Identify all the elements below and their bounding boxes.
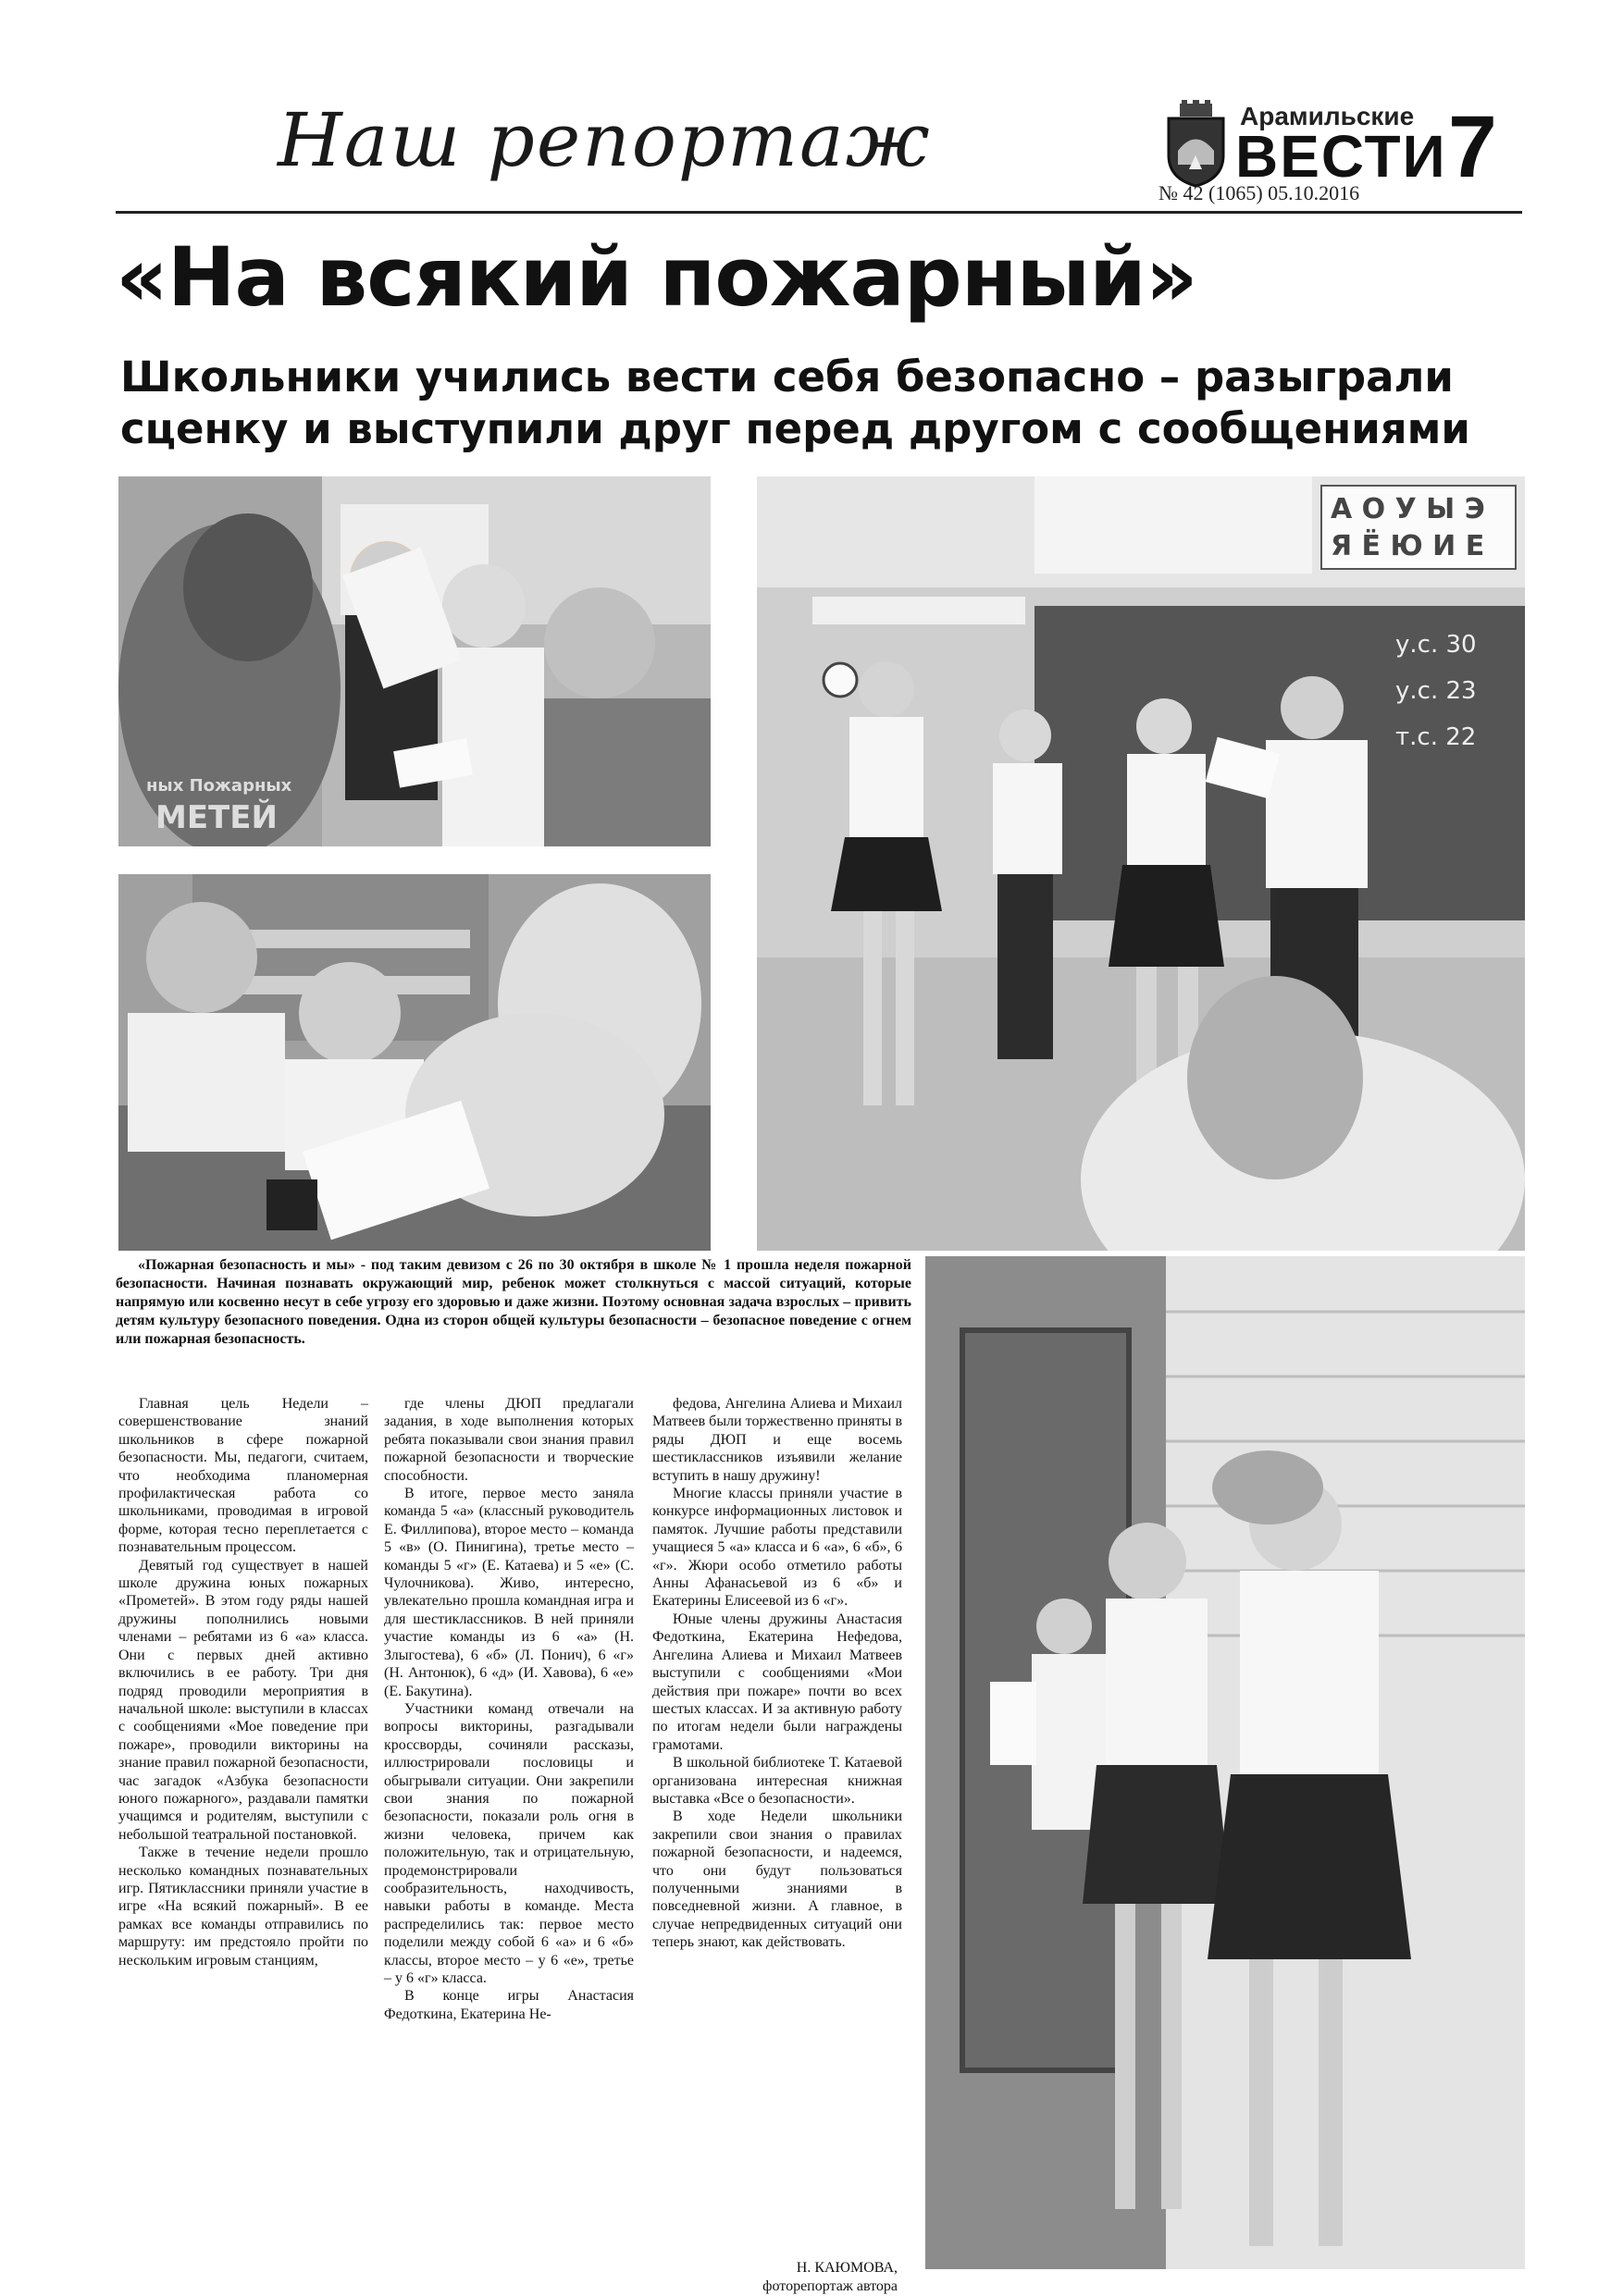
- paragraph: В итоге, первое место заняла команда 5 «а» (классный руководитель Е. Филлипова), второе место – команда 5 «в» (О. Пинигина), третье место – команды 5 «г» (Е. Катаева) и 5 «е» (С. Чулочникова). Живо, интересно, увлекательно прошла командная игра и для шестиклассников. В ней приняли участие команды из 6 «а» (Н. Злыгостева), 6 «б» (Л. Понич), 6 «г» (Н. Антонюк), 6 «д» (И. Хавова), 6 «е» (Е. Бакутина).: [384, 1486, 634, 1699]
- svg-text:у.с. 30: у.с. 30: [1395, 631, 1477, 659]
- paragraph: Также в течение недели прошло несколько командных познавательных игр. Пятиклассники приняли участие в игре «На всякий пожарный». В ее рамках все команды отправились по маршруту: им предстояло пройти по нескольким игровым станциям,: [118, 1845, 368, 1969]
- lead-paragraph: «Пожарная безопасность и мы» - под таким девизом с 26 по 30 октября в школе № 1 прошла неделя пожарной безопасности. Начиная познавать окружающий мир, ребенок может столкнуться с массой ситуаций, которые напрямую или косвенно несут в себе угрозу его здоровью и даже жизни. Поэтому основная задача взрослых – привить детям культуру безопасного поведения. Одна из сторон общей культуры безопасности – безопасное поведение с огнем или пожарная безопасность.: [116, 1257, 911, 1347]
- page-number: 7: [1448, 98, 1497, 196]
- brand-name: ВЕСТИ: [1235, 123, 1447, 190]
- headline: «На всякий пожарный»: [116, 229, 1197, 325]
- header-rule: [116, 211, 1522, 214]
- shirt-text-1: ных Пожарных: [146, 776, 292, 796]
- paragraph: Юные члены дружины Анастасия Федоткина, Екатерина Нефедова, Ангелина Алиева и Михаил Матвеев выступили с сообщениями «Мои действия при пожаре» почти во всех шестых классах. И за активную работу по итогам недели были награждены грамотами.: [652, 1611, 902, 1753]
- author-signature: [666, 2259, 898, 2296]
- paragraph: Многие классы приняли участие в конкурсе информационных листовок и памяток. Лучшие работы представили учащиеся 5 «а» класса и 6 «а», 6 «б», 6 «г». Жюри особо отметило работы Анны Афанасьевой из 6 «б» и Екатерины Елисеевой из 6 «г».: [652, 1486, 902, 1610]
- board-letters-1: А О У Ы Э: [1331, 493, 1485, 525]
- photo-students-poster: [118, 476, 711, 846]
- photo-girls-speaking: [925, 1256, 1525, 2269]
- issue-info: № 42 (1065) 05.10.2016: [1158, 181, 1360, 204]
- paragraph: В школьной библиотеке Т. Катаевой организована интересная книжная выставка «Все о безопасности».: [652, 1755, 902, 1807]
- photo-students-reading: [118, 874, 711, 1251]
- article-column-2: [384, 1395, 634, 2023]
- photo-credit: фоторепортаж автора: [762, 2278, 898, 2294]
- paragraph: Участники команд отвечали на вопросы викторины, разгадывали кроссворды, сочиняли рассказы, иллюстрировали пословицы и обыгрывали ситуации. Они закрепили свои знания по пожарной безопасности, показали роль огня в жизни человека, причем как положительную, так и отрицательную, продемонстрировали сообразительность, находчивость, навыки работы в команде. Места распределились так: первое место поделили между собой 6 «а» и 6 «б» классы, второе место – у 6 «е», третье – у 6 «г» класса.: [384, 1700, 634, 1986]
- photo-students-presenting: [757, 476, 1525, 1251]
- paragraph: Девятый год существует в нашей школе дружина юных пожарных «Прометей». В этом году ряды нашей дружины пополнились новыми членами – ребятами из 6 «а» класса. Они с первых дней активно включились в ее работу. Три дня подряд проводили мероприятия в начальной школе: выступили в классах с сообщениями «Мое поведение при пожаре», проводили викторины на знание правил пожарной безопасности, час загадок «Азбука безопасности юного пожарного», раздавали памятки учащимся и родителям, выступили с небольшой театральной постановкой.: [118, 1557, 368, 1843]
- subheadline: Школьники учились вести себя безопасно – разыграли сценку и выступили друг перед другом с сообщениями: [120, 352, 1470, 453]
- svg-text:у.с. 23: у.с. 23: [1395, 677, 1477, 705]
- shirt-text-2: МЕТЕЙ: [155, 799, 278, 836]
- board-letters-2: Я Ё Ю И Е: [1331, 530, 1485, 562]
- paragraph: где члены ДЮП предлагали задания, в ходе выполнения которых ребята показывали свои знания правил пожарной безопасности и творческие способности.: [384, 1396, 634, 1484]
- section-title: Наш репортаж: [278, 97, 932, 183]
- paragraph: федова, Ангелина Алиева и Михаил Матвеев были торжественно приняты в ряды ДЮП и еще восемь шестиклассников изъявили желание вступить в нашу дружину!: [652, 1396, 902, 1484]
- author-name: Н. КАЮМОВА,: [796, 2260, 898, 2276]
- article-column-1: [118, 1395, 368, 1969]
- svg-text:т.с. 22: т.с. 22: [1395, 723, 1477, 751]
- brand-small: Арамильские: [1240, 102, 1415, 130]
- paragraph: Главная цель Недели – совершенствование знаний школьников в сфере пожарной безопасности. Мы, педагоги, считаем, что необходима планомерная профилактическая работа со школьниками, проводимая в игровой форме, которая тесно переплетается с познавательным процессом.: [118, 1396, 368, 1556]
- article-column-3: [652, 1395, 902, 1952]
- paragraph: В конце игры Анастасия Федоткина, Екатерина Не-: [384, 1988, 634, 2022]
- town-crest-icon: [1161, 100, 1231, 188]
- paragraph: В ходе Недели школьники закрепили свои знания о правилах пожарной безопасности, и надеемся, что они будут пользоваться полученными знаниями в повседневной жизни. А главное, в случае непредвиденных ситуаций они теперь знают, как действовать.: [652, 1808, 902, 1951]
